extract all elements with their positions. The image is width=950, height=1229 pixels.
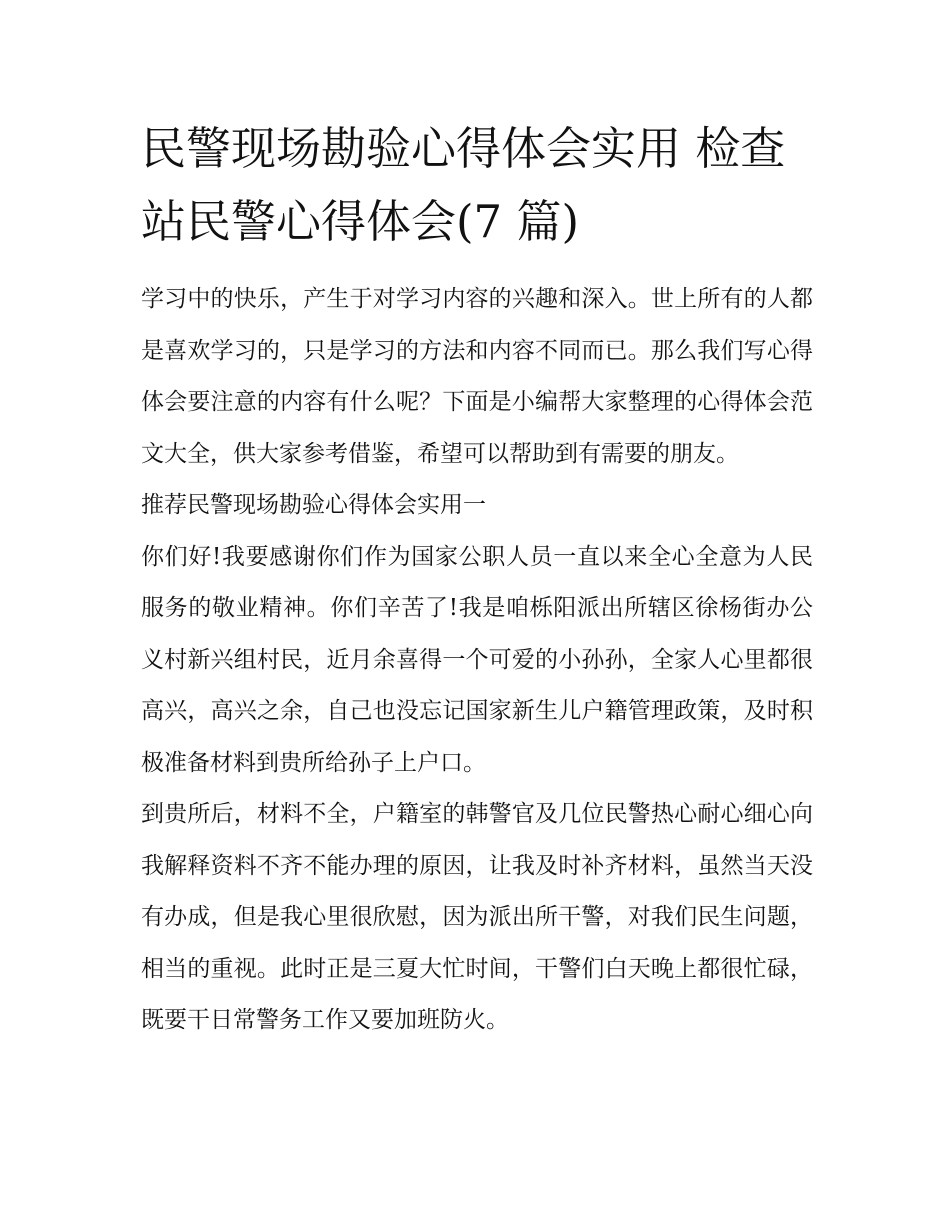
body-paragraph: 你们好!我要感谢你们作为国家公职人员一直以来全心全意为人民服务的敬业精神。你们辛苦了!我是咱栎阳派出所辖区徐杨街办公义村新兴组村民，近月余喜得一个可爱的小孙孙，全家人心里都很高兴，高兴之余，自己也没忘记国家新生儿户籍管理政策，及时积极准备材料到贵所给孙子上户口。 xyxy=(141,543,813,776)
section-heading: 推荐民警现场勘验心得体会实用一 xyxy=(141,492,486,518)
document-page xyxy=(141,112,813,1047)
intro-paragraph: 学习中的快乐，产生于对学习内容的兴趣和深入。世上所有的人都是喜欢学习的，只是学习的方法和内容不同而已。那么我们写心得体会要注意的内容有什么呢？下面是小编帮大家整理的心得体会范文大全，供大家参考借鉴，希望可以帮助到有需要的朋友。 xyxy=(141,286,813,467)
document-title: 民警现场勘验心得体会实用 检查站民警心得体会(7 篇) xyxy=(141,122,786,248)
body-paragraph: 到贵所后，材料不全，户籍室的韩警官及几位民警热心耐心细心向我解释资料不齐不能办理的原因，让我及时补齐材料，虽然当天没有办成，但是我心里很欣慰，因为派出所干警，对我们民生问题，相当的重视。此时正是三夏大忙时间，干警们白天晚上都很忙碌，既要干日常警务工作又要加班防火。 xyxy=(141,801,813,1033)
document-body xyxy=(141,274,813,1047)
